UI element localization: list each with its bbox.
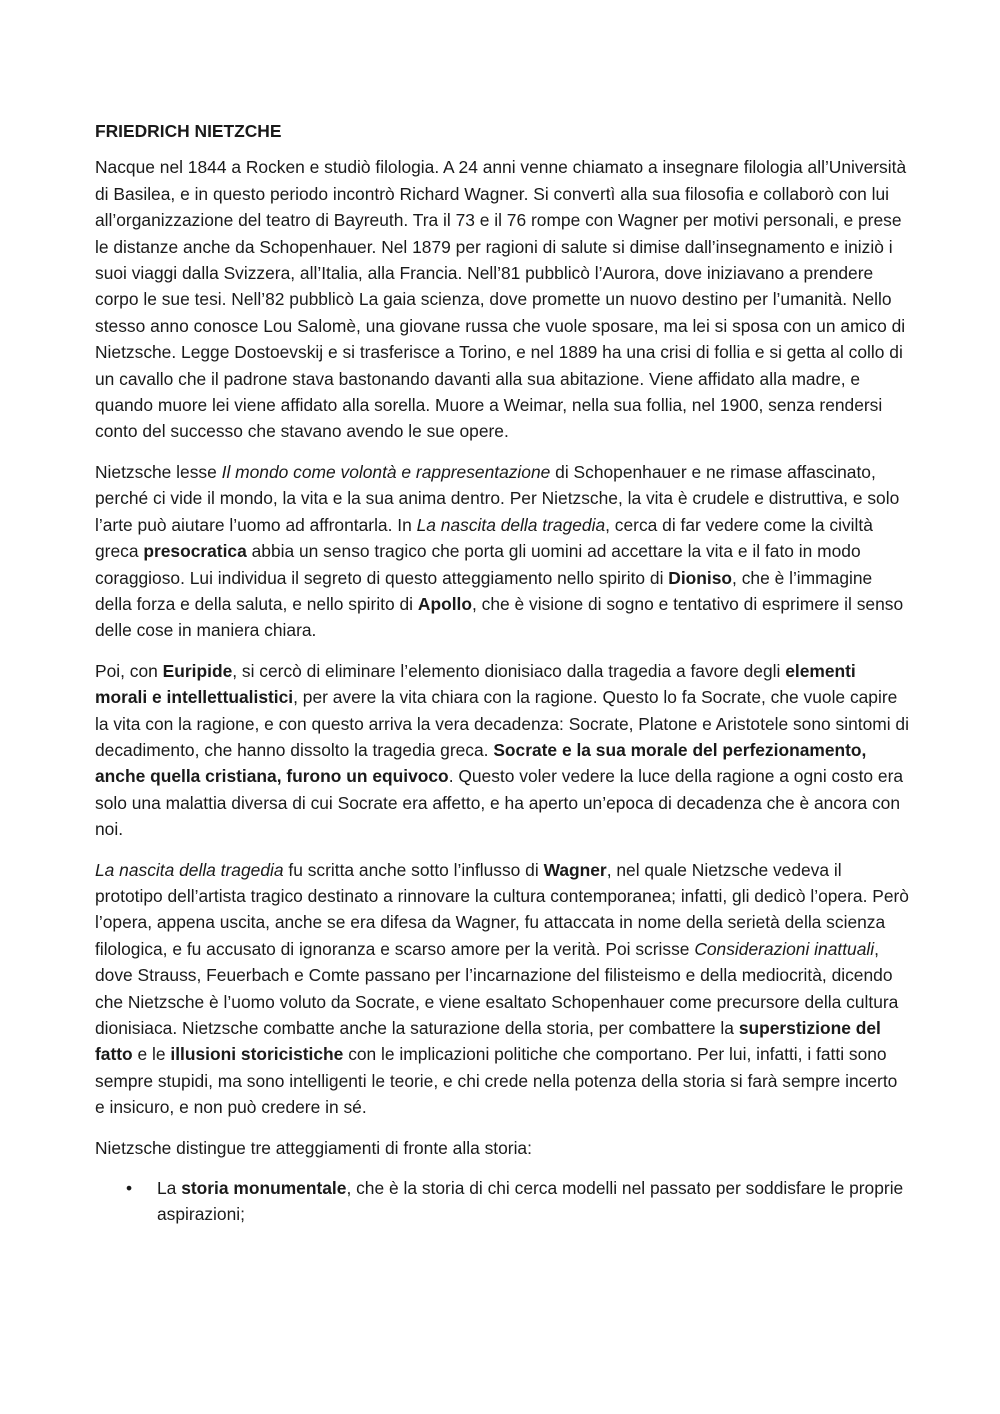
text-run: , che è la storia di chi cerca modelli nel passato per soddisfare le proprie aspirazioni; (157, 1178, 904, 1225)
paragraph-biography: Nacque nel 1844 a Rocken e studiò filologia. A 24 anni venne chiamato a insegnare filologia all’Università di Basilea, e in questo periodo incontrò Richard Wagner. Si convertì alla sua filosofia e collaborò con lui all’organizzazione del teatro di Bayreuth. Tra il 73 e il 76 rompe con Wagner per motivi personali, e prese le distanze anche da Schopenhauer. Nel 1879 per ragioni di salute si dimise dall’insegnamento e iniziò i suoi viaggi dalla Svizzera, all’Italia, alla Francia. Nell’81 pubblicò l’Aurora, dove iniziavano a prendere corpo le sue tesi. Nell’82 pubblicò La gaia scienza, dove promette un nuovo destino per l’umanità. Nello stesso anno conosce Lou Salomè, una giovane russa che vuole sposare, ma lei si sposa con un amico di Nietzsche. Legge Dostoevskij e si trasferisce a Torino, e nel 1889 ha una crisi di follia e si getta al collo di un cavallo che il padrone stava bastonando davanti alla sua abitazione. Viene affidato alla madre, e quando muore lei viene affidato alla sorella. Muore a Weimar, nella sua follia, nel 1900, senza rendersi conto del successo che stavano avendo le sue opere. (95, 157, 907, 442)
paragraph-storia-intro: Nietzsche distingue tre atteggiamenti di fronte alla storia: (95, 1137, 532, 1158)
text-run: con le implicazioni politiche che comportano. Per lui, infatti, i fatti sono sempre stupidi, ma sono intelligenti le teorie, e chi crede nella potenza della storia si farà sempre incerto e insicuro, e non può credere in sé. (95, 1044, 898, 1118)
bold-term: superstizione del fatto (95, 1018, 881, 1065)
bold-term: elementi morali e intellettualistici (95, 660, 856, 708)
bold-term: Dioniso (668, 567, 733, 588)
bold-term: Apollo (417, 593, 472, 614)
list-item (126, 1175, 910, 1228)
text-run: , dove Strauss, Feuerbach e Comte passano per l’incarnazione del filisteismo e della mediocrità, dicendo che Nietzsche è l’uomo voluto da Socrate, e viene esaltato Schopenhauer come precursore della cultura dionisiaca. Nietzsche combatte anche la saturazione della storia, per combattere la (95, 938, 899, 1038)
text-run: , che è visione di sogno e tentativo di esprimere il senso delle cose in maniera chiara. (95, 593, 904, 641)
text-run: , nel quale Nietzsche vedeva il prototipo dell’artista tragico destinato a rinnovare la cultura contemporanea; infatti, gli dedicò l’opera. Però l’opera, appena uscita, anche se era difesa da Wagner, fu attaccata in nome della serietà della scienza filologica, e fu accusato di ignoranza e scarso amore per la verità. Poi scrisse (95, 859, 909, 959)
bold-term: Euripide (162, 660, 233, 681)
text-run: . Questo voler vedere la luce della ragione a ogni costo era solo una malattia diversa di cui Socrate era affetto, e ha aperto un’epoca di decadenza che è ancora con noi. (95, 766, 904, 840)
bold-term: storia monumentale (181, 1178, 347, 1199)
text-run: Poi, con (95, 660, 163, 681)
text-run: , che è l’immagine della forza e della saluta, e nello spirito di (95, 567, 873, 614)
italic-title: La nascita della tragedia (95, 859, 284, 880)
bold-term: Socrate e la sua morale del perfezionamento, anche quella cristiana, furono un equivoco (95, 739, 867, 787)
bullet-icon: • (126, 1178, 133, 1199)
text-run: e le (132, 1044, 171, 1065)
text-run: Nietzsche lesse (95, 461, 222, 482)
text-run: , per avere la vita chiara con la ragione. Questo lo fa Socrate, che vuole capire la vita con la ragione, e con questo arriva la vera decadenza: Socrate, Platone e Aristotele sono sintomi di decadimento, che hanno dissolto la tragedia greca. (95, 687, 909, 760)
document-title: FRIEDRICH NIETZCHE (95, 121, 282, 141)
paragraph-wagner (95, 857, 910, 1121)
italic-title: La nascita della tragedia (416, 514, 606, 535)
text-run: La (157, 1178, 182, 1199)
italic-title: Il mondo come volontà e rappresentazione (221, 461, 551, 482)
paragraph-euripide (95, 658, 910, 843)
document-page (95, 118, 910, 1228)
paragraph-schopenhauer (95, 459, 910, 644)
bold-term: presocratica (143, 541, 247, 562)
italic-title: Considerazioni inattuali (694, 938, 875, 959)
text-run: , cerca di far vedere come la civiltà greca (95, 514, 873, 562)
bold-term: illusioni storicistiche (170, 1044, 344, 1065)
bullet-list (95, 1175, 910, 1228)
text-run: abbia un senso tragico che porta gli uomini ad accettare la vita e il fato in modo coraggioso. Lui individua il segreto di questo atteggiamento nello spirito di (95, 541, 861, 588)
text-run: fu scritta anche sotto l’influsso di (283, 859, 544, 880)
text-run: , si cercò di eliminare l’elemento dionisiaco dalla tragedia a favore degli (232, 660, 786, 681)
bold-term: Wagner (543, 859, 607, 880)
text-run: di Schopenhauer e ne rimase affascinato, perché ci vide il mondo, la vita e la sua anima dentro. Per Nietzsche, la vita è crudele e distruttiva, e solo l’arte può aiutare l’uomo ad affrontarla. In (95, 461, 900, 535)
